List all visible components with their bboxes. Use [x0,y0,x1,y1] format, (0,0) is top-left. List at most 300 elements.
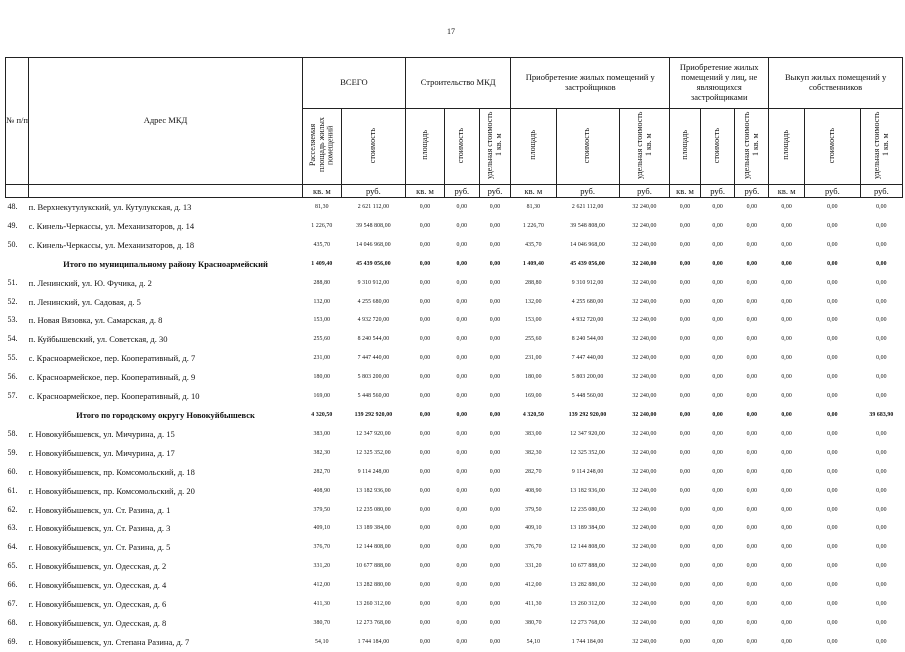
value-cell: 0,00 [712,355,723,362]
unit-rub: руб. [479,185,511,198]
value-cell: 0,00 [679,506,691,513]
value-cell: 153,00 [525,317,542,324]
value-cell: 0,00 [876,222,887,229]
unit-rub: руб. [556,185,619,198]
value-cell: 12 273 768,00 [356,619,391,626]
value-cell: 32 240,00 [632,298,657,305]
table-row [6,274,903,293]
value-cell: 0,00 [712,563,723,570]
value-cell: 0,00 [712,374,723,381]
table-row [6,557,903,576]
value-cell: 231,00 [525,355,542,362]
value-cell: 0,00 [456,260,468,267]
table-row [6,425,903,444]
value-cell: 0,00 [746,241,758,248]
value-cell: 0,00 [456,449,468,456]
value-cell: 288,80 [525,279,542,286]
value-cell: 0,00 [827,430,838,437]
group-total-header: ВСЕГО [302,58,405,109]
address-cell: г. Новокуйбышевск, ул. Ст. Разина, д. 5 [28,542,171,553]
unit-rub: руб. [860,185,902,198]
value-cell: 0,00 [827,449,838,456]
value-cell: 1 744 184,00 [571,638,604,645]
value-cell: 0,00 [489,638,501,645]
value-cell: 0,00 [712,222,723,229]
value-cell: 32 240,00 [632,279,657,286]
address-cell: п. Ленинский, ул. Садовая, д. 5 [28,296,141,307]
value-cell: 32 240,00 [632,449,657,456]
value-cell: 32 240,00 [632,487,657,494]
value-cell: 12 235 080,00 [570,506,605,513]
value-cell: 12 325 352,00 [356,449,391,456]
address-cell: г. Новокуйбышевск, ул. Мичурина, д. 17 [28,447,175,458]
value-cell: 32 240,00 [632,525,657,532]
value-cell: 1 226,70 [311,222,333,229]
value-cell: 331,20 [525,563,542,570]
value-cell: 54,10 [526,638,541,645]
value-cell: 0,00 [679,525,691,532]
value-cell: 435,70 [525,241,542,248]
value-cell: 0,00 [876,619,887,626]
unit-rub: руб. [444,185,479,198]
address-cell: п. Ленинский, ул. Ю. Фучика, д. 2 [28,277,152,288]
value-cell: 32 240,00 [632,317,657,324]
value-cell: 32 240,00 [632,544,657,551]
value-cell: 0,00 [419,638,431,645]
value-cell: 39 683,90 [869,411,894,418]
address-cell: п. Куйбышевский, ул. Советская, д. 30 [28,334,168,345]
value-cell: 0,00 [746,222,758,229]
value-cell: 0,00 [419,204,431,210]
value-cell: 0,00 [827,241,838,248]
value-cell: 180,00 [525,374,542,381]
value-cell: 32 240,00 [632,563,657,570]
value-cell: 0,00 [679,374,691,381]
value-cell: 255,60 [525,336,542,343]
value-cell: 0,00 [746,468,758,475]
value-cell: 0,00 [679,449,691,456]
address-cell: п. Верхнекутулукский, ул. Кутулукская, д. 13 [28,202,192,212]
value-cell: 409,10 [313,525,331,532]
value-cell: 0,00 [712,544,723,551]
value-cell: 0,00 [679,601,691,608]
value-cell: 0,00 [456,204,468,210]
value-cell: 0,00 [456,582,468,589]
value-cell: 412,00 [313,582,331,589]
value-cell: 32 240,00 [632,241,657,248]
value-cell: 0,00 [456,355,468,362]
value-cell: 0,00 [781,563,792,570]
unit-blank [29,185,303,198]
value-cell: 0,00 [489,204,501,210]
value-cell: 0,00 [456,487,468,494]
value-cell: 32 240,00 [632,619,657,626]
value-cell: 0,00 [876,355,887,362]
value-cell: 0,00 [679,317,691,324]
value-cell: 0,00 [419,582,431,589]
value-cell: 45 439 056,00 [356,260,391,267]
group-buyout-owners-header: Выкуп жилых помещений у собственников [769,58,903,109]
value-cell: 39 548 808,00 [570,222,605,229]
value-cell: 10 677 888,00 [356,563,391,570]
value-cell: 13 260 312,00 [570,601,605,608]
value-cell: 0,00 [781,374,792,381]
sub-construction-area-header: площадь [406,109,445,185]
row-number: 67. [7,599,18,609]
table-header [6,58,903,198]
value-cell: 0,00 [712,317,723,324]
value-cell: 0,00 [876,544,887,551]
value-cell: 13 189 384,00 [356,525,391,532]
value-cell: 0,00 [746,374,758,381]
value-cell: 132,00 [525,298,542,305]
value-cell: 2 621 112,00 [357,204,390,210]
value-cell: 0,00 [419,374,431,381]
unit-sqm: кв. м [406,185,445,198]
row-number: 48. [7,202,18,211]
value-cell: 0,00 [489,430,501,437]
value-cell: 32 240,00 [632,204,657,210]
row-number: 60. [7,466,18,476]
value-cell: 409,10 [525,525,542,532]
value-cell: 32 240,00 [632,506,657,513]
address-cell: г. Новокуйбышевск, ул. Ст. Разина, д. 3 [28,523,171,534]
address-cell: п. Новая Вязовка, ул. Самарская, д. 8 [28,315,163,326]
value-cell: 0,00 [456,222,468,229]
value-cell: 8 240 544,00 [571,336,604,343]
row-number: 55. [7,353,18,363]
value-cell: 0,00 [489,298,501,305]
value-cell: 0,00 [712,336,723,343]
value-cell: 0,00 [456,241,468,248]
value-cell: 0,00 [876,582,887,589]
value-cell: 0,00 [419,298,431,305]
sub-developers-cost-header: стоимость [556,109,619,185]
value-cell: 4 320,50 [522,411,544,418]
table-row [6,217,903,236]
row-number: 58. [7,428,18,438]
value-cell: 0,00 [781,506,792,513]
total-label: Итого по городскому округу Новокуйбышевск [76,409,255,420]
value-cell: 0,00 [712,449,723,456]
value-cell: 411,30 [525,601,542,608]
table-row [6,198,903,217]
value-cell: 412,00 [525,582,542,589]
value-cell: 376,70 [313,544,331,551]
value-cell: 0,00 [489,355,501,362]
value-cell: 0,00 [781,468,792,475]
value-cell: 0,00 [419,393,431,400]
value-cell: 13 182 936,00 [356,487,391,494]
value-cell: 0,00 [489,619,501,626]
value-cell: 180,00 [313,374,331,381]
value-cell: 0,00 [876,298,887,305]
row-number [6,406,29,425]
value-cell: 0,00 [876,506,887,513]
row-number: 53. [7,315,18,325]
sub-non-developers-unit-cost-header: удельная стоимость 1 кв. м [735,109,769,185]
value-cell: 4 255 680,00 [571,298,604,305]
value-cell: 32 240,00 [632,430,657,437]
value-cell: 411,30 [313,601,330,608]
value-cell: 0,00 [781,487,792,494]
value-cell: 0,00 [827,638,838,645]
value-cell: 39 548 808,00 [356,222,391,229]
value-cell: 32 240,00 [632,393,657,400]
value-cell: 0,00 [746,563,758,570]
value-cell: 383,00 [313,430,331,437]
value-cell: 379,50 [525,506,542,513]
value-cell: 8 240 544,00 [357,336,390,343]
value-cell: 0,00 [489,544,501,551]
sub-resettled-area-header: Расселяемая площадь жилых помещений [302,109,341,185]
value-cell: 0,00 [827,506,838,513]
value-cell: 0,00 [712,393,723,400]
value-cell: 32 240,00 [632,411,657,418]
table-row [6,482,903,501]
row-number: 51. [7,277,18,287]
value-cell: 0,00 [419,525,431,532]
value-cell: 0,00 [679,544,691,551]
value-cell: 0,00 [679,582,691,589]
row-number: 65. [7,561,18,571]
value-cell: 0,00 [876,336,887,343]
value-cell: 0,00 [781,544,792,551]
value-cell: 0,00 [712,279,723,286]
table-row [6,368,903,387]
value-cell: 383,00 [525,430,542,437]
value-cell: 0,00 [827,204,838,210]
value-cell: 0,00 [781,619,792,626]
value-cell: 12 325 352,00 [570,449,605,456]
value-cell: 0,00 [712,638,723,645]
value-cell: 0,00 [679,619,691,626]
table-row [6,330,903,349]
value-cell: 380,70 [525,619,542,626]
value-cell: 0,00 [679,222,691,229]
row-number: 50. [7,239,18,249]
value-cell: 81,30 [526,204,541,210]
value-cell: 0,00 [456,279,468,286]
value-cell: 0,00 [419,487,431,494]
value-cell: 5 803 200,00 [571,374,604,381]
value-cell: 380,70 [313,619,331,626]
address-cell: с. Красноармейское, пер. Кооперативный, д. 7 [28,353,196,364]
value-cell: 0,00 [419,260,431,267]
value-cell: 132,00 [313,298,331,305]
sub-construction-cost-header: стоимость [444,109,479,185]
value-cell: 0,00 [746,336,758,343]
value-cell: 0,00 [876,468,887,475]
row-number: 59. [7,447,18,457]
row-number: 62. [7,504,18,514]
value-cell: 0,00 [781,449,792,456]
value-cell: 13 189 384,00 [570,525,605,532]
value-cell: 0,00 [679,393,691,400]
value-cell: 0,00 [876,430,887,437]
table-row [6,614,903,633]
value-cell: 0,00 [679,241,691,248]
value-cell: 0,00 [419,411,431,418]
value-cell: 0,00 [679,487,691,494]
value-cell: 0,00 [456,411,468,418]
value-cell: 0,00 [679,260,691,267]
table-row [6,633,903,652]
value-cell: 0,00 [827,525,838,532]
value-cell: 13 182 936,00 [570,487,605,494]
value-cell: 0,00 [781,582,792,589]
value-cell: 0,00 [781,601,792,608]
value-cell: 0,00 [746,430,758,437]
value-cell: 0,00 [679,411,691,418]
value-cell: 0,00 [746,544,758,551]
total-row [6,255,903,274]
value-cell: 0,00 [679,468,691,475]
value-cell: 0,00 [746,204,758,210]
address-cell: г. Новокуйбышевск, ул. Мичурина, д. 15 [28,428,175,439]
table-row [6,538,903,557]
value-cell: 0,00 [746,506,758,513]
value-cell: 4 932 720,00 [357,317,390,324]
value-cell: 0,00 [489,374,501,381]
value-cell: 382,30 [313,449,331,456]
value-cell: 0,00 [712,430,723,437]
sub-total-cost-header: стоимость [341,109,405,185]
value-cell: 7 447 440,00 [357,355,390,362]
value-cell: 4 320,50 [311,411,333,418]
value-cell: 32 240,00 [632,260,657,267]
value-cell: 0,00 [876,563,887,570]
value-cell: 0,00 [746,525,758,532]
value-cell: 13 260 312,00 [356,601,391,608]
value-cell: 0,00 [781,222,792,229]
value-cell: 0,00 [419,601,431,608]
value-cell: 0,00 [712,411,723,418]
value-cell: 5 448 560,00 [571,393,604,400]
value-cell: 0,00 [419,317,431,324]
unit-rub: руб. [804,185,860,198]
value-cell: 0,00 [827,468,838,475]
unit-rub: руб. [619,185,670,198]
value-cell: 4 255 680,00 [357,298,390,305]
address-cell: г. Новокуйбышевск, ул. Одесская, д. 4 [28,580,167,591]
value-cell: 0,00 [679,204,691,210]
value-cell: 0,00 [456,468,468,475]
col-address-header: Адрес МКД [29,58,303,185]
sub-non-developers-area-header: площадь [670,109,701,185]
value-cell: 0,00 [679,430,691,437]
value-cell: 1 226,70 [522,222,544,229]
sub-owners-unit-cost-header: удельная стоимость 1 кв. м [860,109,902,185]
unit-sqm: кв. м [511,185,556,198]
value-cell: 12 347 920,00 [570,430,605,437]
value-cell: 0,00 [746,298,758,305]
value-cell: 0,00 [679,638,691,645]
value-cell: 0,00 [781,393,792,400]
value-cell: 0,00 [876,317,887,324]
value-cell: 0,00 [827,260,838,267]
sub-developers-unit-cost-header: удельная стоимость 1 кв. м [619,109,670,185]
table-row [6,387,903,406]
value-cell: 0,00 [876,487,887,494]
value-cell: 0,00 [781,279,792,286]
row-number: 56. [7,372,18,382]
sub-owners-area-header: площадь [769,109,805,185]
value-cell: 0,00 [712,506,723,513]
value-cell: 0,00 [679,298,691,305]
unit-sqm: кв. м [670,185,701,198]
value-cell: 9 310 912,00 [357,279,390,286]
value-cell: 0,00 [827,393,838,400]
value-cell: 2 621 112,00 [571,204,604,210]
table-row [6,576,903,595]
table-row [6,311,903,330]
value-cell: 0,00 [746,260,758,267]
value-cell: 0,00 [489,563,501,570]
value-cell: 32 240,00 [632,468,657,475]
value-cell: 0,00 [876,260,887,267]
value-cell: 0,00 [781,525,792,532]
value-cell: 32 240,00 [632,601,657,608]
value-cell: 282,70 [525,468,542,475]
value-cell: 153,00 [313,317,331,324]
value-cell: 0,00 [712,260,723,267]
value-cell: 435,70 [313,241,331,248]
table-row [6,444,903,463]
value-cell: 0,00 [419,279,431,286]
value-cell: 1 409,40 [522,260,544,267]
value-cell: 0,00 [827,582,838,589]
value-cell: 0,00 [489,449,501,456]
value-cell: 0,00 [456,619,468,626]
value-cell: 0,00 [876,525,887,532]
value-cell: 288,80 [313,279,331,286]
value-cell: 0,00 [876,374,887,381]
row-number: 52. [7,296,18,306]
value-cell: 282,70 [313,468,331,475]
total-label: Итого по муниципальному району Красноармейский [63,258,268,269]
value-cell: 0,00 [746,449,758,456]
value-cell: 10 677 888,00 [570,563,605,570]
value-cell: 0,00 [456,298,468,305]
value-cell: 376,70 [525,544,542,551]
value-cell: 0,00 [489,336,501,343]
value-cell: 0,00 [827,487,838,494]
row-number: 63. [7,523,18,533]
value-cell: 0,00 [456,563,468,570]
value-cell: 0,00 [419,241,431,248]
value-cell: 0,00 [712,204,723,210]
value-cell: 0,00 [419,619,431,626]
address-cell: с. Кинель-Черкассы, ул. Механизаторов, д. 14 [28,220,195,231]
resettlement-table [5,57,903,652]
value-cell: 0,00 [489,506,501,513]
value-cell: 0,00 [456,393,468,400]
value-cell: 81,30 [315,204,329,210]
value-cell: 0,00 [827,374,838,381]
value-cell: 408,90 [525,487,542,494]
value-cell: 382,30 [525,449,542,456]
value-cell: 0,00 [419,430,431,437]
value-cell: 0,00 [827,619,838,626]
value-cell: 0,00 [781,317,792,324]
value-cell: 0,00 [489,393,501,400]
unit-sqm: кв. м [769,185,805,198]
value-cell: 0,00 [456,430,468,437]
value-cell: 0,00 [876,601,887,608]
unit-blank [6,185,29,198]
value-cell: 12 144 808,00 [570,544,605,551]
